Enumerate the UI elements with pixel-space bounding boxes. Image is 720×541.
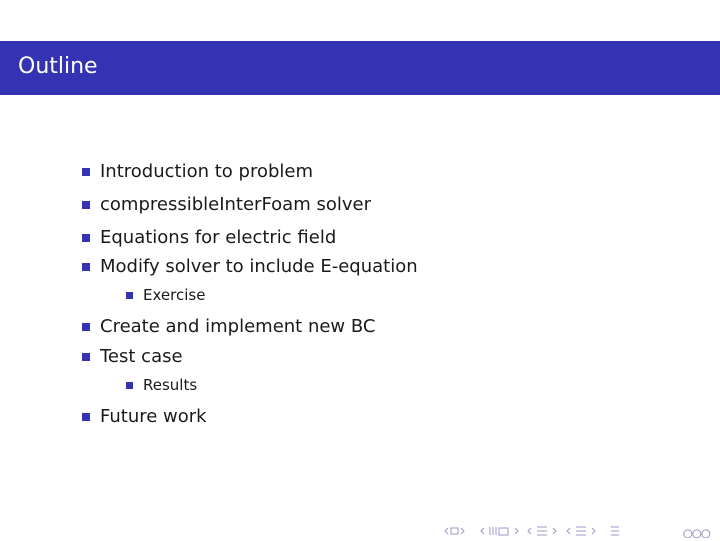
outline-subitem-label: Results	[143, 376, 198, 394]
frame-title-bar	[0, 41, 720, 95]
outline-subitem	[0, 288, 205, 303]
nav-section-icon[interactable]	[567, 527, 595, 535]
outline-subitem-label: Exercise	[143, 286, 206, 304]
bullet-icon	[82, 323, 90, 331]
outline-item	[0, 229, 336, 247]
bullet-icon	[82, 201, 90, 209]
outline-item	[0, 408, 207, 426]
bullet-icon	[126, 292, 133, 299]
beamer-navigation	[0, 524, 720, 538]
bullet-icon	[82, 353, 90, 361]
outline-item-label: Future work	[100, 406, 207, 427]
outline-item-label: Modify solver to include E-equation	[100, 256, 418, 277]
outline-item	[0, 318, 375, 336]
outline-item-label: Introduction to problem	[100, 161, 313, 182]
outline-item	[0, 348, 183, 366]
bullet-icon	[82, 263, 90, 271]
outline-subitem	[0, 378, 197, 393]
bullet-icon	[82, 413, 90, 421]
outline-item-label: Equations for electric field	[100, 227, 337, 248]
outline-item	[0, 196, 371, 214]
bullet-icon	[126, 382, 133, 389]
nav-symbols	[0, 524, 720, 538]
nav-search-icon[interactable]	[684, 530, 710, 538]
nav-subsection-icon[interactable]	[528, 527, 556, 535]
nav-align-icon[interactable]	[611, 527, 619, 535]
outline-item-label: Test case	[100, 346, 183, 367]
outline-item	[0, 163, 313, 181]
outline-item-label: compressibleInterFoam solver	[100, 194, 371, 215]
bullet-icon	[82, 234, 90, 242]
outline-item	[0, 258, 418, 276]
frame-title: Outline	[18, 54, 98, 79]
nav-frame-icon[interactable]	[481, 527, 518, 535]
nav-first-icon[interactable]	[445, 528, 464, 534]
outline-item-label: Create and implement new BC	[100, 316, 376, 337]
bullet-icon	[82, 168, 90, 176]
